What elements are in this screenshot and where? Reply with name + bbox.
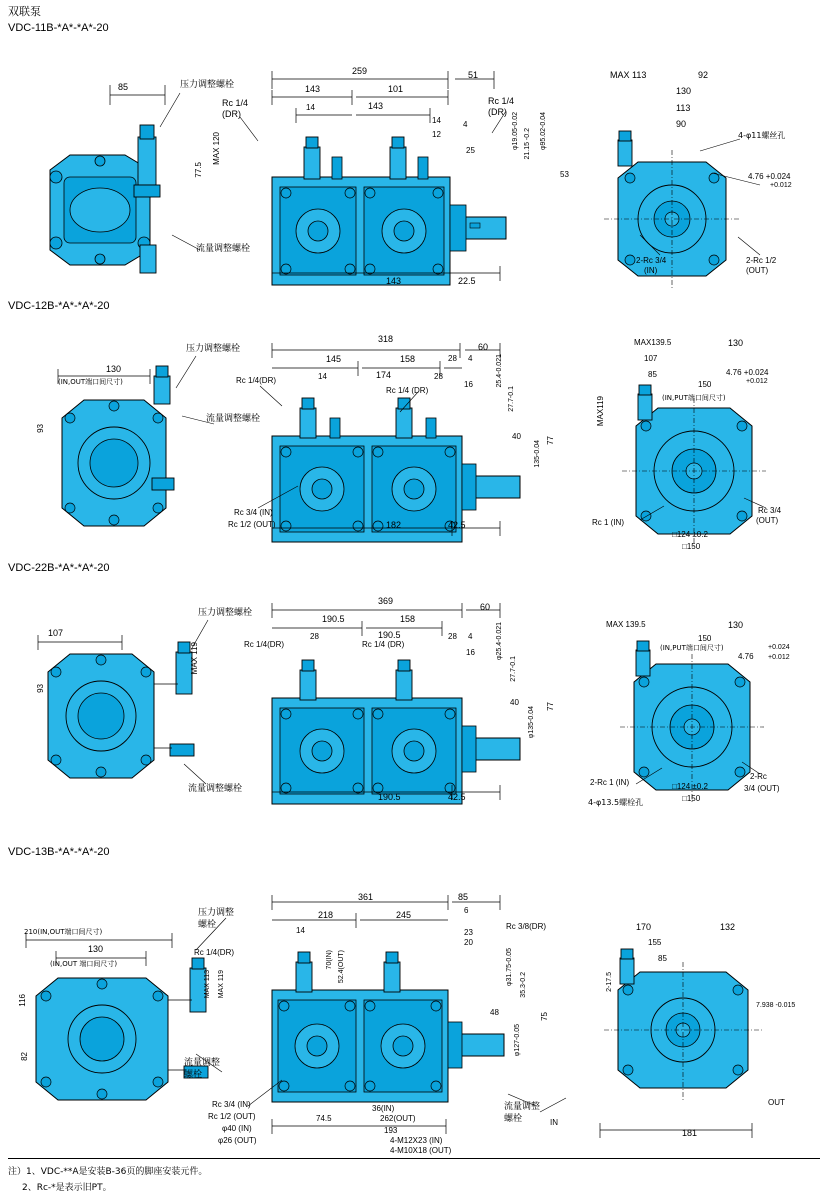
note-1: 注）1、VDC-**A是安装B-36页的脚座安装元件。 [8,1167,208,1177]
figure-vdc13b [0,884,830,1144]
note-2: 2、Rc-*是表示旧PT。 [22,1183,112,1193]
figure-vdc12b [0,330,830,560]
section-title-vdc12b: VDC-12B-*A*-*A*-20 [8,300,110,312]
page-title: 双联泵 [8,6,41,18]
drawing-page: 双联泵 VDC-11B-*A*-*A*-20 85 压力调整螺栓 Rc 1/4 (DR) 259 143 101 51 14 143 14 12 4 25 Rc 1/4 (DR) φ19.05-0.02 21.15 -0.2 φ95.02-0.04 53 77.5 MAX 120 流量调整螺栓 143 22.5 MAX 113 92 130 113 90 4-φ11螺丝孔 4.76 +0.024 +0.012 2-Rc 3/4 (IN) 2-Rc 1/2 (OUT) VDC-12B-*A*-*A*-20 130 (IN,OUT端口间尺寸) 93 压力调整螺栓 Rc 1/4(DR) 流量调整螺栓 318 145 158 28 4 60 14 174 28 16 Rc 1/4 (DR) 25.4-0.021 27.7-0.1 40 77 135-0.04 Rc 3/4 (IN) Rc 1/2 (OUT) 182 42.5 MAX139.5 130 107 85 150 4.76 +0.024 +0.012 (IN,PUT端口间尺寸) MAX119 Rc 1 (IN) Rc 3/4 (OUT) □124 ±0.2 □150 VDC-22B-*A*-*A*-20 107 93 MAX 119 压力调整螺栓 流量调整螺栓 369 190.5 158 60 28 190.5 28 4 16 Rc 1/4(DR) Rc 1/4 (DR) φ25.4-0.021 27.7-0.1 40 77 φ135-0.04 190.5 42.5 2-Rc 1 (IN) 4-φ13.5螺栓孔 MAX 139.5 130 150 (IN,PUT端口间尺寸) 4.76 +0.024 +0.012 2-Rc 3/4 (OUT) □124 ±0.2 □150 VDC-13B-*A*-*A*-20 210(IN,OUT端口间尺寸) 130 (IN,OUT 端口间尺寸) 116 82 压力调整 螺栓 Rc 1/4(DR) MAX 113 MAX 119 流量调整 螺栓 361 85 218 245 6 14 23 20 Rc 3/8(DR) 70(IN) 52.4(OUT) φ31.75-0.05 35.3-0.2 48 75 φ127-0.05 36(IN) 262(OUT) Rc 3/4 (IN) Rc 1/2 (OUT) φ40 (IN) φ26 (OUT) 74.5 193 4-M12X23 (IN) 4-M10X18 (OUT) 流量调整 螺栓 IN OUT 170 132 155 85 2-17.5 7.938 -0.015 181 注）1、VDC-**A是安装B-36页的脚座安装元件。 2、Rc-*是表示旧PT。 [0,0,830,1197]
section-title-vdc13b: VDC-13B-*A*-*A*-20 [8,846,110,858]
section-title-vdc22b: VDC-22B-*A*-*A*-20 [8,562,110,574]
header-model: VDC-11B-*A*-*A*-20 [8,22,109,34]
